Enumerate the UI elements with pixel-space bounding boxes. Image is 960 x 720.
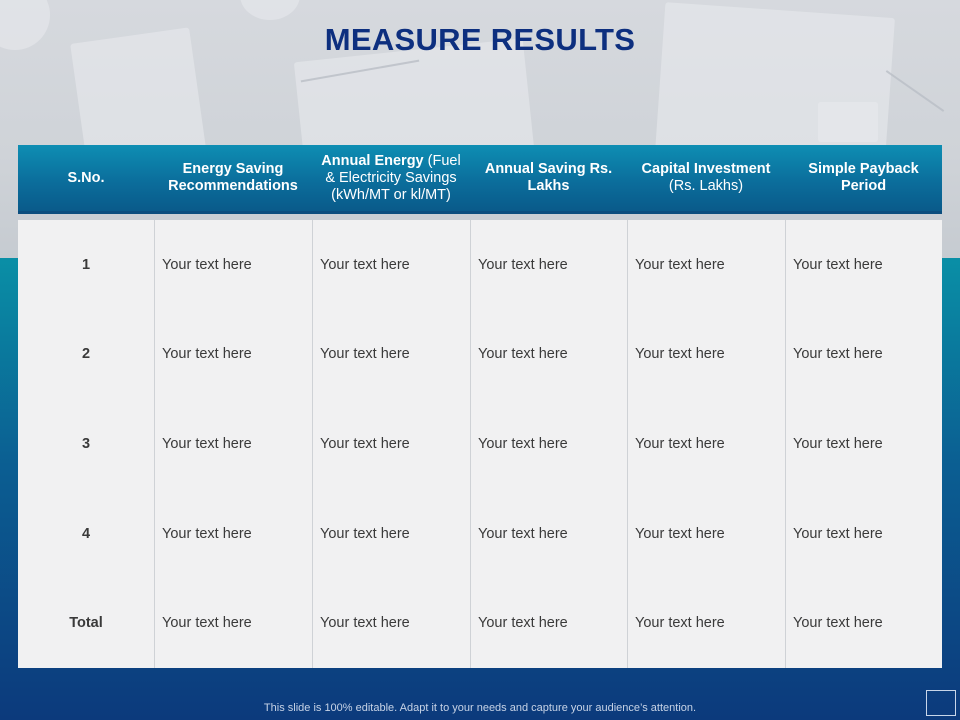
row-number-cell: 3 [81,435,91,452]
row-number-cell: 4 [81,525,91,542]
table-cell: Your text here [154,489,312,579]
table-cell: Your text here [154,310,312,400]
table-cell: Your text here [312,399,470,489]
table-cell: Your text here [470,578,627,668]
table-cell: Your text here [785,310,942,400]
row-number-cell: 1 [81,256,91,273]
table-cell: Your text here [785,220,942,310]
table-row [18,578,942,668]
table-row [18,489,942,579]
table-cell: Your text here [470,310,627,400]
table-cell: Your text here [154,578,312,668]
corner-box [926,690,956,716]
table-cell: Your text here [312,310,470,400]
table-cell: Your text here [785,578,942,668]
table-cell: Your text here [627,220,785,310]
header-recommendations: Energy Saving Recommendations [168,161,298,194]
table-cell: Your text here [627,310,785,400]
phone-decoration [818,102,878,142]
table-cell: Your text here [627,399,785,489]
table-cell: Your text here [470,489,627,579]
row-number-cell: 2 [81,346,91,363]
table-cell: Your text here [312,489,470,579]
header-annual-saving: Annual Saving Rs. Lakhs [484,161,613,194]
table-cell: Your text here [154,399,312,489]
table-cell: Your text here [154,220,312,310]
pen-decoration-2 [886,70,944,112]
row-number-cell: Total [69,615,103,632]
footer-note: This slide is 100% editable. Adapt it to your needs and capture your audience’s attention. [263,702,697,714]
table-row [18,220,942,310]
table-row [18,399,942,489]
table-cell: Your text here [785,399,942,489]
table-cell: Your text here [312,578,470,668]
table-header-row [18,145,942,214]
results-table [18,145,942,668]
table-cell: Your text here [627,578,785,668]
table-cell: Your text here [470,220,627,310]
header-payback-period: Simple Payback Period [808,161,919,194]
table-body [18,220,942,668]
cup-decoration-2 [240,0,300,20]
header-annual-energy: Annual Energy (Fuel & Electricity Savings (kWh/MT or kl/MT) [321,152,461,203]
table-cell: Your text here [627,489,785,579]
table-cell: Your text here [470,399,627,489]
table-row [18,310,942,400]
table-cell: Your text here [312,220,470,310]
table-cell: Your text here [785,489,942,579]
header-capital-investment: Capital Investment (Rs. Lakhs) [641,161,771,194]
slide-title: MEASURE RESULTS [324,22,636,57]
header-sno: S.No. [67,169,105,186]
